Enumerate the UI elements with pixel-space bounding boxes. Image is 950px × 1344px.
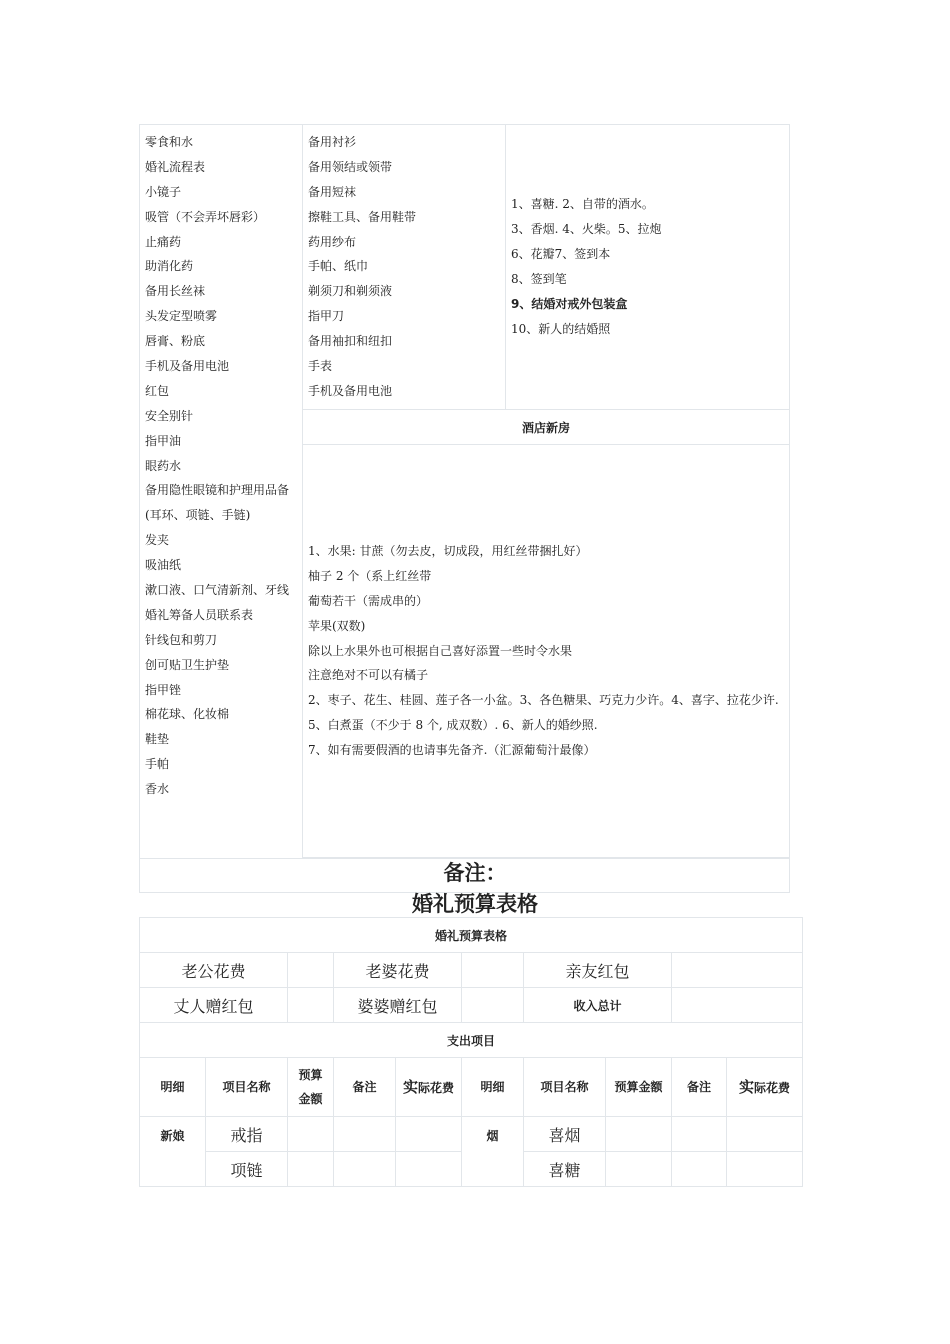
col-detail-2: 明细 [462,1058,524,1117]
note-cell[interactable] [334,1117,396,1152]
col-note: 备注 [334,1058,396,1117]
budget-cell[interactable] [606,1152,672,1187]
col-budget [288,1058,334,1117]
col-item-name-2: 项目名称 [524,1058,606,1117]
bride-category: 新娘 [140,1117,206,1187]
budget-cell[interactable] [288,1117,334,1152]
col-budget-line2: 金额 [298,1092,323,1106]
list-item: 1、水果: 甘蔗（勿去皮，切成段，用红丝带捆扎好） [308,543,588,558]
actual-cell[interactable] [396,1152,462,1187]
list-item: 备用隐性眼镜和护理用品备 [145,483,290,498]
col-actual-char-2: 实 [739,1077,755,1096]
note-cell[interactable] [334,1152,396,1187]
list-item: 手表 [308,359,333,374]
husband-expense-value[interactable] [288,953,334,988]
groom-items-column [303,125,506,410]
list-item: 苹果(双数) [308,618,366,633]
col-budget-2: 预算金额 [606,1058,672,1117]
list-item: 针线包和剪刀 [145,632,218,647]
list-item: 9、结婚对戒外包装盒 [511,296,628,311]
list-item: 手机及备用电池 [145,359,230,374]
list-item: 备用短袜 [308,184,357,199]
budget-header: 婚礼预算表格 [140,918,803,953]
list-item: 手机及备用电池 [308,383,393,398]
list-item: 鞋垫 [145,732,170,747]
budget-cell[interactable] [288,1152,334,1187]
list-item: 注意绝对不可以有橘子 [308,668,429,683]
list-item: 眼药水 [145,458,182,473]
list-item: 香水 [145,782,170,797]
col-detail: 明细 [140,1058,206,1117]
hotel-items-cell [303,445,790,858]
col-budget-line1: 预算 [298,1068,323,1082]
list-item: 擦鞋工具、备用鞋带 [308,209,417,224]
list-item: 指甲锉 [145,682,182,697]
list-item: 2、枣子、花生、桂圆、莲子各一小盆。3、各色糖果、巧克力少许。4、喜字、拉花少许. [308,693,779,708]
budget-table [139,917,803,1187]
father-in-law-gift-value[interactable] [288,988,334,1023]
item-necklace: 项链 [206,1152,288,1187]
list-item: 除以上水果外也可根据自己喜好添置一些时令水果 [308,643,573,658]
wife-expense-value[interactable] [462,953,524,988]
list-item: 婚礼筹备人员联系表 [145,607,254,622]
father-in-law-gift-label: 丈人赠红包 [140,988,288,1023]
list-item: 备用长丝袜 [145,284,206,299]
budget-title: 婚礼预算表格 [412,892,538,916]
list-item: 止痛药 [145,234,182,249]
relatives-gift-label: 亲友红包 [524,953,672,988]
list-item: 备用袖扣和纽扣 [308,334,393,349]
list-item: 小镜子 [145,184,182,199]
list-item: 药用纱布 [308,234,357,249]
list-item: 6、花瓣7、签到本 [511,247,611,262]
mother-in-law-gift-value[interactable] [462,988,524,1023]
budget-cell[interactable] [606,1117,672,1152]
note-cell[interactable] [672,1152,727,1187]
list-item: 8、签到笔 [511,272,567,286]
col-note-2: 备注 [672,1058,727,1117]
list-item: 零食和水 [145,135,194,149]
list-item: 手帕 [145,757,170,772]
col-item-name: 项目名称 [206,1058,288,1117]
note-cell[interactable] [672,1117,727,1152]
list-item: 吸管（不会弄坏唇彩） [145,209,266,224]
list-item: 创可贴卫生护垫 [145,657,230,672]
list-item: 指甲刀 [308,309,345,324]
item-candy: 喜糖 [524,1152,606,1187]
list-item: 葡萄若干（需成串的） [308,593,429,608]
list-item: 漱口液、口气清新剂、牙线 [145,583,290,598]
actual-cell[interactable] [727,1117,803,1152]
list-item: 手帕、纸巾 [308,259,369,274]
ceremony-items-column [506,125,790,410]
note-title: 备注： [443,861,507,885]
list-item: 备用领结或领带 [308,159,393,174]
list-item: 头发定型喷雾 [145,309,218,324]
list-item: 唇膏、粉底 [145,334,206,349]
col-actual-rest: 际花费 [418,1080,455,1095]
expense-header: 支出项目 [140,1023,803,1058]
list-item: 婚礼流程表 [145,159,206,174]
list-item: 吸油纸 [145,558,182,573]
list-item: 7、如有需要假酒的也请事先备齐.（汇源葡萄汁最像） [308,743,596,758]
list-item: (耳环、项链、手链) [145,508,251,523]
table-row [140,1117,803,1152]
item-ring: 戒指 [206,1117,288,1152]
list-item: 棉花球、化妆棉 [145,707,230,722]
list-item: 3、香烟. 4、火柴。5、拉炮 [511,222,662,237]
list-item: 备用衬衫 [308,135,357,149]
husband-expense-label: 老公花费 [140,953,288,988]
col-actual [396,1058,462,1117]
actual-cell[interactable] [396,1117,462,1152]
mother-in-law-gift-label: 婆婆赠红包 [334,988,462,1023]
list-item: 发夹 [145,533,170,548]
list-item: 10、新人的结婚照 [511,321,611,336]
income-total-label: 收入总计 [524,988,672,1023]
hotel-section-header: 酒店新房 [303,410,790,445]
col-actual-rest-2: 际花费 [754,1080,791,1095]
col-actual-char: 实 [402,1077,418,1096]
smoke-category: 烟 [462,1117,524,1187]
relatives-gift-value[interactable] [672,953,803,988]
list-item: 5、白煮蛋（不少于 8 个, 成双数）. 6、新人的婚纱照. [308,718,598,733]
list-item: 1、喜糖. 2、自带的酒水。 [511,197,654,212]
item-cigarettes: 喜烟 [524,1117,606,1152]
wife-expense-label: 老婆花费 [334,953,462,988]
list-item: 红包 [145,383,170,398]
bride-items-column [140,125,303,859]
col-actual-2 [727,1058,803,1117]
list-item: 安全别针 [145,408,194,423]
actual-cell[interactable] [727,1152,803,1187]
list-item: 剃须刀和剃须液 [308,284,393,299]
list-item: 助消化药 [145,259,194,274]
wedding-checklist-table [139,124,790,893]
list-item: 指甲油 [145,433,182,448]
list-item: 柚子 2 个（系上红丝带 [308,568,432,583]
income-total-value[interactable] [672,988,803,1023]
